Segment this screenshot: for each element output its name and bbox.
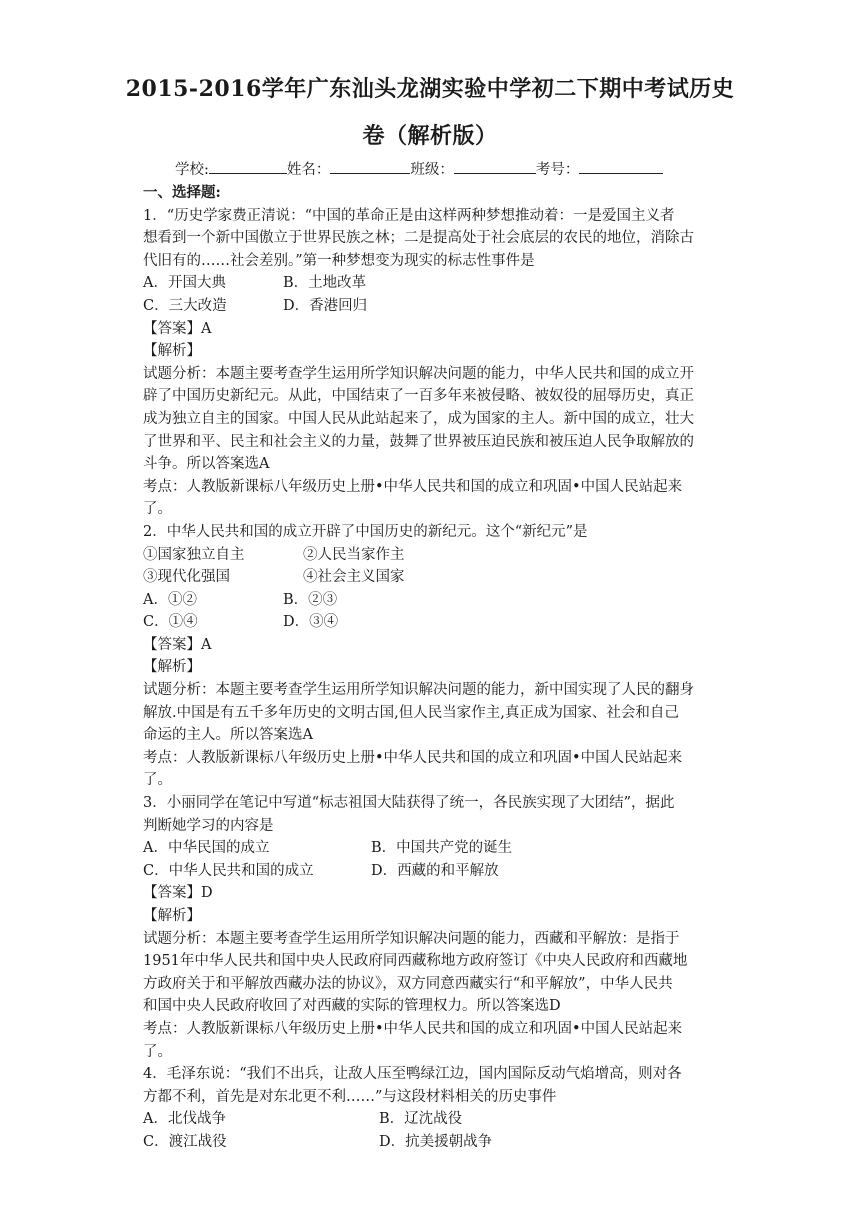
answer: 【答案】D — [143, 885, 213, 902]
item-1: ①国家独立自主 — [143, 546, 245, 563]
analysis-line: 解放.中国是有五千多年历史的文明古国,但人民当家作主,真正成为国家、社会和自己 — [143, 704, 679, 721]
analysis-line: 和国中央人民政府收回了对西藏的实际的管理权力。所以答案选D — [143, 998, 561, 1015]
analysis-label: 【解析】 — [143, 908, 201, 924]
analysis-line: 辟了中国历史新纪元。从此，中国结束了一百多年来被侵略、被奴役的屈辱历史，真正 — [143, 388, 694, 405]
question-1-stem-line: 代旧有的……社会差别。”第一种梦想变为现实的标志性事件是 — [143, 252, 535, 269]
question-3 — [143, 792, 721, 1063]
number-blank[interactable] — [579, 159, 663, 174]
option-b[interactable]: B．②③ — [283, 591, 338, 608]
question-1-options-row — [143, 272, 721, 295]
question-3-options-row — [143, 860, 721, 883]
page-title-continued: 卷（解析版） — [362, 123, 498, 149]
option-c[interactable]: C．三大改造 — [143, 297, 227, 314]
student-info-line — [175, 158, 663, 179]
question-1 — [143, 205, 721, 521]
class-label: 班级： — [410, 162, 454, 178]
question-2-options-row — [143, 589, 721, 612]
option-a[interactable]: A．①② — [143, 591, 197, 608]
question-4-options-row — [143, 1131, 721, 1154]
kaodian-line: 考点：人教版新课标八年级历史上册•中华人民共和国的成立和巩固•中国人民站起来 — [143, 1020, 683, 1037]
kaodian-line: 了。 — [143, 501, 172, 518]
kaodian-line: 考点：人教版新课标八年级历史上册•中华人民共和国的成立和巩固•中国人民站起来 — [143, 749, 683, 766]
analysis-line: 了世界和平、民主和社会主义的力量，鼓舞了世界被压迫民族和被压迫人民争取解放的 — [143, 433, 694, 450]
question-4-stem-line: 4．毛泽东说：“我们不出兵，让敌人压至鸭绿江边，国内国际反动气焰增高，则对各 — [143, 1066, 682, 1083]
question-2-stem: 2．中华人民共和国的成立开辟了中国历史的新纪元。这个“新纪元”是 — [143, 523, 588, 540]
option-b[interactable]: B．土地改革 — [283, 275, 367, 292]
analysis-label: 【解析】 — [143, 659, 201, 676]
question-3-stem-line: 判断她学习的内容是 — [143, 817, 274, 834]
question-3-options-row — [143, 837, 721, 860]
item-3: ③现代化强国 — [143, 569, 230, 586]
exam-content — [143, 182, 721, 1154]
question-4 — [143, 1063, 721, 1153]
analysis-line: 方政府关于和平解放西藏办法的协议》，双方同意西藏实行“和平解放”，中华人民共 — [143, 975, 673, 992]
question-2-options-row — [143, 611, 721, 634]
question-4-options-row — [143, 1108, 721, 1131]
option-c[interactable]: C．渡江战役 — [143, 1133, 227, 1150]
analysis-line: 命运的主人。所以答案选A — [143, 727, 313, 744]
analysis-line: 斗争。所以答案选A — [143, 456, 270, 473]
option-d[interactable]: D．③④ — [283, 614, 339, 631]
question-1-options-row — [143, 295, 721, 318]
school-label: 学校: — [175, 162, 209, 178]
question-2-items-row — [143, 566, 721, 589]
item-4: ④社会主义国家 — [303, 569, 405, 586]
name-label: 姓名： — [286, 162, 331, 178]
question-4-stem-line: 方都不利，首先是对东北更不利……”与这段材料相关的历史事件 — [143, 1088, 557, 1105]
analysis-line: 试题分析：本题主要考查学生运用所学知识解决问题的能力，新中国实现了人民的翻身 — [143, 682, 694, 699]
option-a[interactable]: A．中华民国的成立 — [143, 840, 270, 857]
question-3-stem-line: 3．小丽同学在笔记中写道“标志祖国大陆获得了统一，各民族实现了大团结”，据此 — [143, 795, 675, 812]
question-1-stem-line: 想看到一个新中国傲立于世界民族之林；二是提高处于社会底层的农民的地位，消除古 — [143, 230, 694, 247]
kaodian-line: 考点：人教版新课标八年级历史上册•中华人民共和国的成立和巩固•中国人民站起来 — [143, 478, 683, 495]
option-b[interactable]: B．中国共产党的诞生 — [371, 840, 513, 857]
name-blank[interactable] — [330, 159, 410, 174]
option-d[interactable]: D．香港回归 — [283, 297, 368, 314]
answer: 【答案】A — [143, 636, 212, 653]
option-c[interactable]: C．中华人民共和国的成立 — [143, 862, 314, 879]
option-d[interactable]: D．西藏的和平解放 — [371, 862, 499, 879]
analysis-line: 成为独立自主的国家。中国人民从此站起来了，成为国家的主人。新中国的成立，壮大 — [143, 410, 694, 427]
question-2 — [143, 521, 721, 792]
answer: 【答案】A — [143, 320, 212, 337]
school-blank[interactable] — [209, 159, 287, 174]
option-b[interactable]: B．辽沈战役 — [379, 1111, 463, 1128]
option-d[interactable]: D．抗美援朝战争 — [379, 1133, 493, 1150]
number-label: 考号： — [535, 162, 580, 178]
analysis-label: 【解析】 — [143, 343, 201, 360]
section-heading: 一、选择题: — [143, 184, 221, 201]
option-a[interactable]: A．开国大典 — [143, 275, 226, 292]
page-title: 2015-2016学年广东汕头龙湖实验中学初二下期中考试历史 — [125, 76, 735, 102]
analysis-line: 试题分析：本题主要考查学生运用所学知识解决问题的能力，西藏和平解放：是指于 — [143, 930, 680, 947]
question-2-items-row — [143, 544, 721, 567]
kaodian-line: 了。 — [143, 1043, 172, 1060]
class-blank[interactable] — [454, 159, 536, 174]
analysis-line: 1951年中华人民共和国中央人民政府同西藏称地方政府签订《中央人民政府和西藏地 — [143, 953, 688, 970]
item-2: ②人民当家作主 — [303, 546, 405, 563]
option-a[interactable]: A．北伐战争 — [143, 1111, 226, 1128]
analysis-line: 试题分析：本题主要考查学生运用所学知识解决问题的能力，中华人民共和国的成立开 — [143, 365, 694, 382]
kaodian-line: 了。 — [143, 772, 172, 789]
option-c[interactable]: C．①④ — [143, 614, 198, 631]
question-1-stem-line: 1．“历史学家费正清说：“中国的革命正是由这样两种梦想推动着：一是爱国主义者 — [143, 207, 675, 224]
